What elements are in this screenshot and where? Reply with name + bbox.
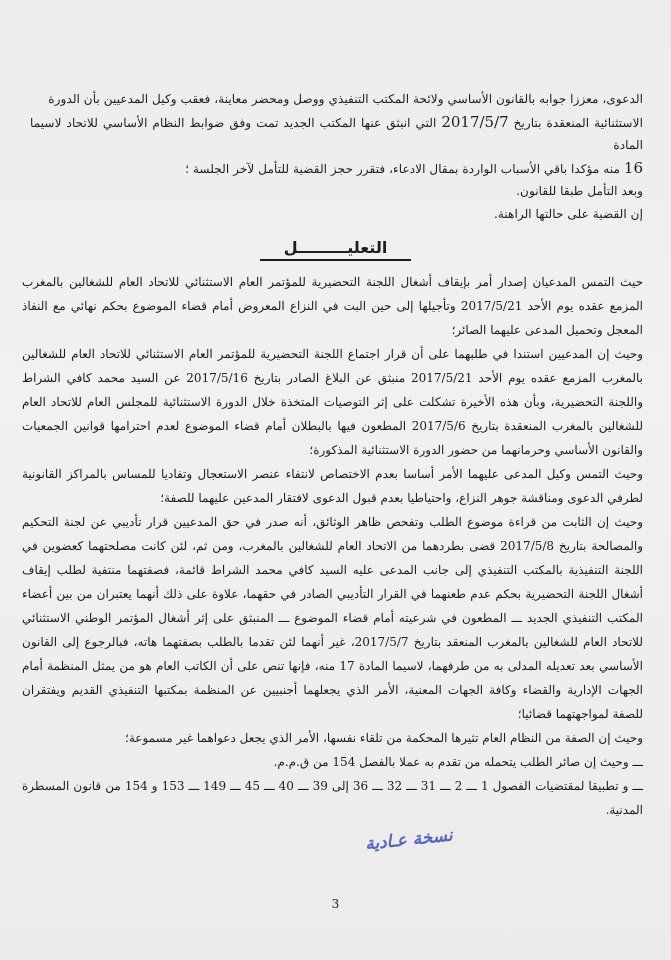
intro-line: 16 منه مؤكدا باقي الأسباب الواردة بمقال الادعاء، فتقرر حجز القضية للتأمل لآخر الجلسة ؛ (185, 158, 643, 177)
paragraph: وحيث إن الثابت من قراءة موضوع الطلب وتفحص ظاهر الوثائق، أنه صدر في حق المدعيين قرار تأديبي عن لجنة التحكيم والمصالحة بتاريخ 2017/5/8 قضى بطردهما من الاتحاد العام للشغالين بالمغرب، ومن ثم، لئن كانت مصلحتهما كعضوين في اللجنة التنفيذية بالمكتب التنفيذي إلى جانب المدعى عليه السيد كافي محمد الشراط قائمة، فصفتهما منتفية لطلب إيقاف أشغال اللجنة التحضيرية بحكم عدم طعنهما في القرار التأديبي الصادر في حقهما، علاوة على ذلك أنهما يعتبران من بين أعضاء المكتب التنفيذي الجديد ـــ المطعون في شرعيته أمام قضاء الموضوع ـــ المنبثق على إثر أشغال المؤتمر الوطني الاستثنائي للاتحاد العام للشغالين بالمغرب المنعقد بتاريخ 2017/5/7، غير أنهما لئن تقدما بالطلب بصفتهما هاته، فبالرجوع إلى القانون الأساسي بعد تعديله المدلى به من طرفهما، لاسيما المادة 17 منه، فإنها تنص على أن الكاتب العام هو من يمثل المنظمة أمام الجهات الإدارية والقضاء وكافة الجهات المعنية، الأمر الذي يجعلهما أجنبيين عن المنظمة بمكتبها التنفيذي القديم ويفتقران للصفة لمواجهتهما قضائيا؛ (22, 515, 644, 721)
intro-line: الاستثنائية المنعقدة بتاريخ 2017/5/7 التي انبثق عنها المكتب الجديد تمت وفق ضوابط النظام الأساسي للاتحاد لاسيما المادة (30, 112, 643, 153)
paragraph: وحيث التمس وكيل المدعى عليهما الأمر أساسا بعدم الاختصاص لانتفاء عنصر الاستعجال وتفاديا للمساس بالمراكز القانونية لطرفي الدعوى ومناقشة جوهر النزاع، واحتياطيا بعدم قبول الدعوى لافتقار المدعين عليهما للصفة؛ (22, 467, 643, 505)
paragraph: ـــ وحيث إن صائر الطلب يتحمله من تقدم به عملا بالفصل 154 من ق.م.م. (273, 755, 643, 769)
page-number: 3 (331, 897, 340, 911)
paragraph: وحيث إن المدعيين استندا في طلبهما على أن قرار اجتماع اللجنة التحضيرية للمؤتمر العام الاستثنائي للاتحاد العام للشغالين بالمغرب المزمع عقده يوم الأحد 2017/5/21 منبثق عن البلاغ الصادر بتاريخ 2017/5/16 عن السيد محمد كافي الشراط واللجنة التحضيرية، وبأن هذه الأخيرة تشكلت على إثر التوصيات المتخذة خلال الدورة الاستثنائية للمجلس العام للاتحاد العام للشغالين بالمغرب المنعقدة بتاريخ 2017/5/6 المطعون فيها بالبطلان أمام قضاء الموضوع لعدم احترامها قوانين الجمعيات والقانون الأساسي وحرمانهما من حضور الدورة الاستثنائية المذكورة؛ (22, 347, 643, 457)
intro-block (30, 88, 643, 226)
intro-line: وبعد التأمل طبقا للقانون. (516, 184, 643, 199)
paragraph: وحيث إن الصفة من النظام العام تثيرها المحكمة من تلقاء نفسها، الأمر الذي يجعل دعواهما غير مسموعة؛ (125, 731, 643, 745)
intro-line: الدعوى، معززا جوابه بالقانون الأساسي ولائحة المكتب التنفيذي ووصل ومحضر معاينة، فعقب وكيل المدعيين بأن الدورة (48, 92, 643, 106)
intro-line: إن القضية على حالتها الراهنة. (493, 206, 643, 221)
section-heading: التعليـــــــــل (0, 238, 671, 257)
paragraph: حيث التمس المدعيان إصدار أمر بإيقاف أشغال اللجنة التحضيرية للمؤتمر العام الاستثنائي للاتحاد العام للشغالين بالمغرب المزمع عقده يوم الأحد 2017/5/21 وتأجيلها إلى حين البت في النزاع المعروض أمام قضاء الموضوع بحكم نهائي مع النفاذ المعجل وتحميل المدعى عليهما الصائر؛ (22, 275, 643, 337)
paragraph: ـــ و تطبيقا لمقتضيات الفصول 1 ـــ 2 ـــ 31 ـــ 32 ـــ 36 إلى 39 ـــ 40 ـــ 45 ـــ 149 ـــ 153 و 154 من قانون المسطرة المدنية. (22, 779, 643, 817)
copy-stamp: نسخة عـادية (364, 825, 454, 855)
reasoning-section (22, 270, 643, 822)
